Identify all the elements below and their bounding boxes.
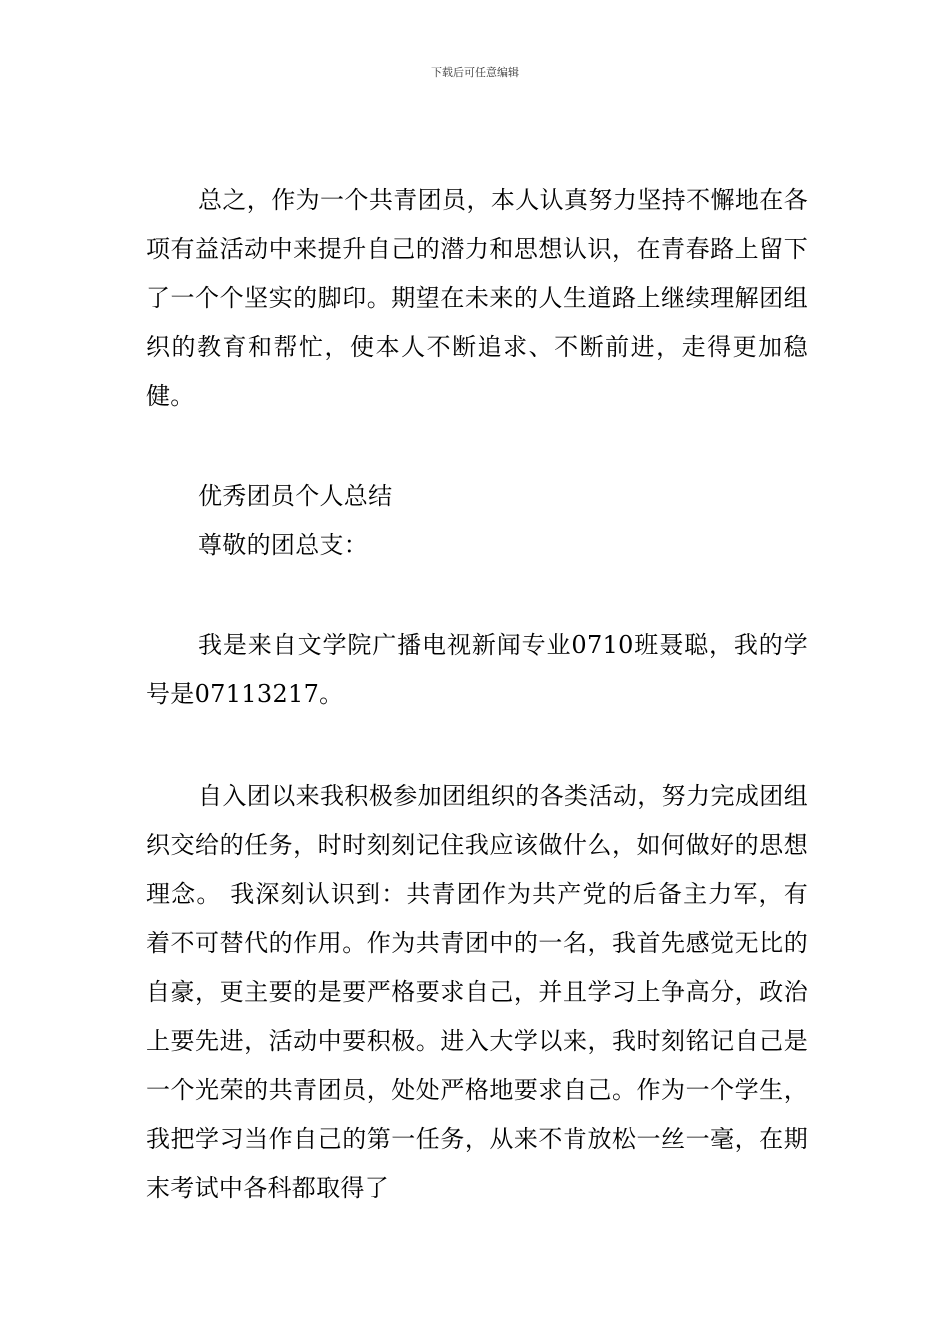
salutation: 尊敬的团总支：: [198, 531, 369, 559]
paragraph-activities: 自入团以来我积极参加团组织的各类活动，努力完成团组织交给的任务，时时刻刻记住我应该做什么，如何做好的思想理念。 我深刻认识到：共青团作为共产党的后备主力军，有着不可替代的作用。作为共青团中的一名，我首先感觉无比的自豪，更主要的是要严格要求自己，并且学习上争高分，政治上要先进，活动中要积极。进入大学以来，我时刻铭记自己是一个光荣的共青团员，处处严格地要求自己。作为一个学生，我把学习当作自己的第一任务，从来不肯放松一丝一毫，在期末考试中各科都取得了: [146, 782, 808, 1202]
document-title: 优秀团员个人总结: [198, 482, 393, 510]
paragraph-conclusion: 总之，作为一个共青团员，本人认真努力坚持不懈地在各项有益活动中来提升自己的潜力和思想认识，在青春路上留下了一个个坚实的脚印。期望在未来的人生道路上继续理解团组织的教育和帮忙，使本人不断追求、不断前进，走得更加稳健。: [146, 186, 808, 410]
page-header: 下载后可任意编辑: [431, 66, 519, 79]
paragraph-introduction: 我是来自文学院广播电视新闻专业0710班聂聪，我的学号是07113217。: [146, 631, 808, 708]
